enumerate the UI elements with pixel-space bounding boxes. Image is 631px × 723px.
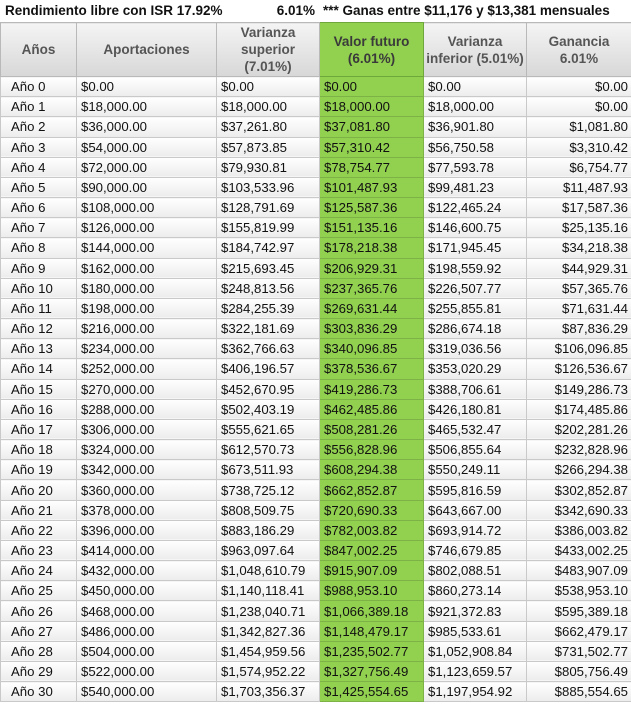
valor-futuro-cell[interactable]: $1,148,479.17 <box>320 621 424 641</box>
year-cell[interactable]: Año 2 <box>1 117 77 137</box>
table-row <box>1 500 631 520</box>
varianza-inferior-cell[interactable]: $746,679.85 <box>424 540 527 560</box>
valor-futuro-cell[interactable]: $720,690.33 <box>320 500 424 520</box>
year-cell[interactable]: Año 28 <box>1 641 77 661</box>
aportaciones-cell[interactable]: $396,000.00 <box>77 520 217 540</box>
aportaciones-cell[interactable]: $432,000.00 <box>77 561 217 581</box>
varianza-superior-cell[interactable]: $502,403.19 <box>217 399 320 419</box>
varianza-inferior-cell[interactable]: $36,901.80 <box>424 117 527 137</box>
header-row <box>1 23 631 77</box>
year-cell[interactable]: Año 27 <box>1 621 77 641</box>
aportaciones-cell[interactable]: $54,000.00 <box>77 137 217 157</box>
table-row <box>1 77 631 97</box>
table-row <box>1 661 631 681</box>
varianza-inferior-cell[interactable]: $388,706.61 <box>424 379 527 399</box>
table-row <box>1 117 631 137</box>
summary-note[interactable]: *** Ganas entre $11,176 y $13,381 mensuales <box>323 3 610 18</box>
table-row <box>1 379 631 399</box>
valor-futuro-cell[interactable]: $419,286.73 <box>320 379 424 399</box>
year-cell[interactable]: Año 22 <box>1 520 77 540</box>
varianza-inferior-cell[interactable]: $802,088.51 <box>424 561 527 581</box>
header-anos[interactable]: Años <box>1 23 77 77</box>
valor-futuro-cell[interactable]: $125,587.36 <box>320 198 424 218</box>
year-cell[interactable]: Año 19 <box>1 460 77 480</box>
varianza-inferior-cell[interactable]: $255,855.81 <box>424 298 527 318</box>
varianza-inferior-cell[interactable]: $506,855.64 <box>424 440 527 460</box>
valor-futuro-cell[interactable]: $237,365.76 <box>320 278 424 298</box>
valor-futuro-cell[interactable]: $206,929.31 <box>320 258 424 278</box>
year-cell[interactable]: Año 30 <box>1 682 77 702</box>
header-varianza-inferior[interactable]: Varianza inferior (5.01%) <box>424 23 527 77</box>
varianza-superior-cell[interactable]: $184,742.97 <box>217 238 320 258</box>
ganancia-cell[interactable]: $232,828.96 <box>527 440 631 460</box>
year-cell[interactable]: Año 9 <box>1 258 77 278</box>
aportaciones-cell[interactable]: $0.00 <box>77 77 217 97</box>
table-row <box>1 359 631 379</box>
year-cell[interactable]: Año 17 <box>1 419 77 439</box>
varianza-inferior-cell[interactable]: $77,593.78 <box>424 157 527 177</box>
table-row <box>1 339 631 359</box>
varianza-inferior-cell[interactable]: $465,532.47 <box>424 419 527 439</box>
table-row <box>1 238 631 258</box>
year-cell[interactable]: Año 21 <box>1 500 77 520</box>
varianza-superior-cell[interactable]: $1,048,610.79 <box>217 561 320 581</box>
table-row <box>1 561 631 581</box>
varianza-inferior-cell[interactable]: $18,000.00 <box>424 97 527 117</box>
aportaciones-cell[interactable]: $72,000.00 <box>77 157 217 177</box>
header-varianza-superior[interactable]: Varianza superior (7.01%) <box>217 23 320 77</box>
year-cell[interactable]: Año 18 <box>1 440 77 460</box>
varianza-superior-cell[interactable]: $37,261.80 <box>217 117 320 137</box>
year-cell[interactable]: Año 12 <box>1 319 77 339</box>
varianza-superior-cell[interactable]: $808,509.75 <box>217 500 320 520</box>
table-row <box>1 319 631 339</box>
year-cell[interactable]: Año 24 <box>1 561 77 581</box>
valor-futuro-cell[interactable]: $303,836.29 <box>320 319 424 339</box>
varianza-superior-cell[interactable]: $18,000.00 <box>217 97 320 117</box>
varianza-inferior-cell[interactable]: $426,180.81 <box>424 399 527 419</box>
aportaciones-cell[interactable]: $216,000.00 <box>77 319 217 339</box>
valor-futuro-cell[interactable]: $178,218.38 <box>320 238 424 258</box>
ganancia-cell[interactable]: $805,756.49 <box>527 661 631 681</box>
ganancia-cell[interactable]: $25,135.16 <box>527 218 631 238</box>
valor-futuro-cell[interactable]: $1,327,756.49 <box>320 661 424 681</box>
varianza-inferior-cell[interactable]: $319,036.56 <box>424 339 527 359</box>
varianza-superior-cell[interactable]: $0.00 <box>217 77 320 97</box>
varianza-inferior-cell[interactable]: $550,249.11 <box>424 460 527 480</box>
valor-futuro-cell[interactable]: $462,485.86 <box>320 399 424 419</box>
table-row <box>1 520 631 540</box>
table-row <box>1 298 631 318</box>
header-valor-futuro[interactable]: Valor futuro (6.01%) <box>320 23 424 77</box>
valor-futuro-cell[interactable]: $915,907.09 <box>320 561 424 581</box>
aportaciones-cell[interactable]: $90,000.00 <box>77 177 217 197</box>
varianza-superior-cell[interactable]: $1,140,118.41 <box>217 581 320 601</box>
year-cell[interactable]: Año 25 <box>1 581 77 601</box>
aportaciones-cell[interactable]: $270,000.00 <box>77 379 217 399</box>
table-row <box>1 621 631 641</box>
varianza-inferior-cell[interactable]: $286,674.18 <box>424 319 527 339</box>
table-row <box>1 278 631 298</box>
ganancia-cell[interactable]: $149,286.73 <box>527 379 631 399</box>
varianza-superior-cell[interactable]: $452,670.95 <box>217 379 320 399</box>
ganancia-cell[interactable]: $126,536.67 <box>527 359 631 379</box>
year-cell[interactable]: Año 26 <box>1 601 77 621</box>
table-row <box>1 682 631 702</box>
table-row <box>1 258 631 278</box>
ganancia-cell[interactable]: $595,389.18 <box>527 601 631 621</box>
year-cell[interactable]: Año 15 <box>1 379 77 399</box>
varianza-superior-cell[interactable]: $128,791.69 <box>217 198 320 218</box>
table-row <box>1 399 631 419</box>
ganancia-cell[interactable]: $731,502.77 <box>527 641 631 661</box>
varianza-superior-cell[interactable]: $555,621.65 <box>217 419 320 439</box>
ganancia-cell[interactable]: $44,929.31 <box>527 258 631 278</box>
header-aportaciones[interactable]: Aportaciones <box>77 23 217 77</box>
varianza-superior-cell[interactable]: $248,813.56 <box>217 278 320 298</box>
aportaciones-cell[interactable]: $306,000.00 <box>77 419 217 439</box>
year-cell[interactable]: Año 23 <box>1 540 77 560</box>
aportaciones-cell[interactable]: $414,000.00 <box>77 540 217 560</box>
aportaciones-cell[interactable]: $18,000.00 <box>77 97 217 117</box>
ganancia-cell[interactable]: $885,554.65 <box>527 682 631 702</box>
varianza-inferior-cell[interactable]: $1,123,659.57 <box>424 661 527 681</box>
table-row <box>1 419 631 439</box>
year-cell[interactable]: Año 11 <box>1 298 77 318</box>
varianza-inferior-cell[interactable]: $985,533.61 <box>424 621 527 641</box>
varianza-inferior-cell[interactable]: $56,750.58 <box>424 137 527 157</box>
valor-futuro-cell[interactable]: $556,828.96 <box>320 440 424 460</box>
year-cell[interactable]: Año 8 <box>1 238 77 258</box>
varianza-superior-cell[interactable]: $322,181.69 <box>217 319 320 339</box>
varianza-inferior-cell[interactable]: $0.00 <box>424 77 527 97</box>
valor-futuro-cell[interactable]: $340,096.85 <box>320 339 424 359</box>
aportaciones-cell[interactable]: $108,000.00 <box>77 198 217 218</box>
ganancia-cell[interactable]: $34,218.38 <box>527 238 631 258</box>
varianza-inferior-cell[interactable]: $860,273.14 <box>424 581 527 601</box>
table-row <box>1 177 631 197</box>
year-cell[interactable]: Año 20 <box>1 480 77 500</box>
aportaciones-cell[interactable]: $450,000.00 <box>77 581 217 601</box>
table-row <box>1 218 631 238</box>
valor-futuro-cell[interactable]: $269,631.44 <box>320 298 424 318</box>
header-ganancia[interactable]: Ganancia 6.01% <box>527 23 631 77</box>
ganancia-cell[interactable]: $342,690.33 <box>527 500 631 520</box>
valor-futuro-cell[interactable]: $1,235,502.77 <box>320 641 424 661</box>
varianza-superior-cell[interactable]: $79,930.81 <box>217 157 320 177</box>
valor-futuro-cell[interactable]: $78,754.77 <box>320 157 424 177</box>
aportaciones-cell[interactable]: $360,000.00 <box>77 480 217 500</box>
year-cell[interactable]: Año 4 <box>1 157 77 177</box>
table-row <box>1 641 631 661</box>
year-cell[interactable]: Año 5 <box>1 177 77 197</box>
varianza-superior-cell[interactable]: $57,873.85 <box>217 137 320 157</box>
aportaciones-cell[interactable]: $234,000.00 <box>77 339 217 359</box>
varianza-superior-cell[interactable]: $362,766.63 <box>217 339 320 359</box>
table-row <box>1 480 631 500</box>
ganancia-cell[interactable]: $1,081.80 <box>527 117 631 137</box>
valor-futuro-cell[interactable]: $1,425,554.65 <box>320 682 424 702</box>
year-cell[interactable]: Año 3 <box>1 137 77 157</box>
valor-futuro-cell[interactable]: $847,002.25 <box>320 540 424 560</box>
varianza-superior-cell[interactable]: $1,574,952.22 <box>217 661 320 681</box>
year-cell[interactable]: Año 0 <box>1 77 77 97</box>
varianza-inferior-cell[interactable]: $921,372.83 <box>424 601 527 621</box>
varianza-inferior-cell[interactable]: $353,020.29 <box>424 359 527 379</box>
aportaciones-cell[interactable]: $180,000.00 <box>77 278 217 298</box>
varianza-inferior-cell[interactable]: $146,600.75 <box>424 218 527 238</box>
aportaciones-cell[interactable]: $468,000.00 <box>77 601 217 621</box>
aportaciones-cell[interactable]: $36,000.00 <box>77 117 217 137</box>
aportaciones-cell[interactable]: $324,000.00 <box>77 440 217 460</box>
aportaciones-cell[interactable]: $504,000.00 <box>77 641 217 661</box>
table-row <box>1 601 631 621</box>
varianza-inferior-cell[interactable]: $643,667.00 <box>424 500 527 520</box>
ganancia-cell[interactable]: $11,487.93 <box>527 177 631 197</box>
table-row <box>1 460 631 480</box>
varianza-inferior-cell[interactable]: $693,914.72 <box>424 520 527 540</box>
table-row <box>1 581 631 601</box>
ganancia-cell[interactable]: $3,310.42 <box>527 137 631 157</box>
ganancia-cell[interactable]: $6,754.77 <box>527 157 631 177</box>
table-row <box>1 198 631 218</box>
aportaciones-cell[interactable]: $198,000.00 <box>77 298 217 318</box>
varianza-superior-cell[interactable]: $1,703,356.37 <box>217 682 320 702</box>
ganancia-cell[interactable]: $0.00 <box>527 77 631 97</box>
year-cell[interactable]: Año 16 <box>1 399 77 419</box>
valor-futuro-cell[interactable]: $608,294.38 <box>320 460 424 480</box>
year-cell[interactable]: Año 14 <box>1 359 77 379</box>
valor-futuro-cell[interactable]: $18,000.00 <box>320 97 424 117</box>
varianza-inferior-cell[interactable]: $198,559.92 <box>424 258 527 278</box>
varianza-inferior-cell[interactable]: $122,465.24 <box>424 198 527 218</box>
projection-table <box>0 22 631 702</box>
table-body <box>1 77 631 702</box>
varianza-inferior-cell[interactable]: $1,197,954.92 <box>424 682 527 702</box>
aportaciones-cell[interactable]: $342,000.00 <box>77 460 217 480</box>
varianza-inferior-cell[interactable]: $595,816.59 <box>424 480 527 500</box>
aportaciones-cell[interactable]: $252,000.00 <box>77 359 217 379</box>
ganancia-cell[interactable]: $202,281.26 <box>527 419 631 439</box>
ganancia-cell[interactable]: $483,907.09 <box>527 561 631 581</box>
varianza-superior-cell[interactable]: $215,693.45 <box>217 258 320 278</box>
varianza-superior-cell[interactable]: $1,342,827.36 <box>217 621 320 641</box>
summary-title[interactable]: Rendimiento libre con ISR 17.92% <box>5 3 223 18</box>
varianza-inferior-cell[interactable]: $171,945.45 <box>424 238 527 258</box>
year-cell[interactable]: Año 10 <box>1 278 77 298</box>
aportaciones-cell[interactable]: $486,000.00 <box>77 621 217 641</box>
ganancia-cell[interactable]: $302,852.87 <box>527 480 631 500</box>
varianza-inferior-cell[interactable]: $1,052,908.84 <box>424 641 527 661</box>
valor-futuro-cell[interactable]: $1,066,389.18 <box>320 601 424 621</box>
aportaciones-cell[interactable]: $522,000.00 <box>77 661 217 681</box>
varianza-superior-cell[interactable]: $612,570.73 <box>217 440 320 460</box>
varianza-superior-cell[interactable]: $738,725.12 <box>217 480 320 500</box>
table-row <box>1 157 631 177</box>
summary-rate[interactable]: 6.01% <box>276 3 315 18</box>
summary-bar <box>0 0 631 22</box>
year-cell[interactable]: Año 29 <box>1 661 77 681</box>
varianza-superior-cell[interactable]: $103,533.96 <box>217 177 320 197</box>
ganancia-cell[interactable]: $71,631.44 <box>527 298 631 318</box>
aportaciones-cell[interactable]: $378,000.00 <box>77 500 217 520</box>
valor-futuro-cell[interactable]: $662,852.87 <box>320 480 424 500</box>
valor-futuro-cell[interactable]: $101,487.93 <box>320 177 424 197</box>
year-cell[interactable]: Año 7 <box>1 218 77 238</box>
ganancia-cell[interactable]: $17,587.36 <box>527 198 631 218</box>
varianza-superior-cell[interactable]: $1,238,040.71 <box>217 601 320 621</box>
valor-futuro-cell[interactable]: $782,003.82 <box>320 520 424 540</box>
varianza-superior-cell[interactable]: $406,196.57 <box>217 359 320 379</box>
varianza-superior-cell[interactable]: $155,819.99 <box>217 218 320 238</box>
year-cell[interactable]: Año 1 <box>1 97 77 117</box>
table-row <box>1 97 631 117</box>
ganancia-cell[interactable]: $174,485.86 <box>527 399 631 419</box>
varianza-superior-cell[interactable]: $883,186.29 <box>217 520 320 540</box>
table-row <box>1 137 631 157</box>
ganancia-cell[interactable]: $57,365.76 <box>527 278 631 298</box>
valor-futuro-cell[interactable]: $151,135.16 <box>320 218 424 238</box>
aportaciones-cell[interactable]: $288,000.00 <box>77 399 217 419</box>
valor-futuro-cell[interactable]: $508,281.26 <box>320 419 424 439</box>
varianza-superior-cell[interactable]: $284,255.39 <box>217 298 320 318</box>
table-row <box>1 440 631 460</box>
aportaciones-cell[interactable]: $126,000.00 <box>77 218 217 238</box>
valor-futuro-cell[interactable]: $378,536.67 <box>320 359 424 379</box>
table-row <box>1 540 631 560</box>
aportaciones-cell[interactable]: $162,000.00 <box>77 258 217 278</box>
aportaciones-cell[interactable]: $144,000.00 <box>77 238 217 258</box>
varianza-superior-cell[interactable]: $963,097.64 <box>217 540 320 560</box>
valor-futuro-cell[interactable]: $57,310.42 <box>320 137 424 157</box>
ganancia-cell[interactable]: $433,002.25 <box>527 540 631 560</box>
valor-futuro-cell[interactable]: $0.00 <box>320 77 424 97</box>
ganancia-cell[interactable]: $266,294.38 <box>527 460 631 480</box>
ganancia-cell[interactable]: $106,096.85 <box>527 339 631 359</box>
aportaciones-cell[interactable]: $540,000.00 <box>77 682 217 702</box>
varianza-inferior-cell[interactable]: $99,481.23 <box>424 177 527 197</box>
varianza-inferior-cell[interactable]: $226,507.77 <box>424 278 527 298</box>
year-cell[interactable]: Año 13 <box>1 339 77 359</box>
valor-futuro-cell[interactable]: $37,081.80 <box>320 117 424 137</box>
ganancia-cell[interactable]: $386,003.82 <box>527 520 631 540</box>
ganancia-cell[interactable]: $538,953.10 <box>527 581 631 601</box>
varianza-superior-cell[interactable]: $1,454,959.56 <box>217 641 320 661</box>
varianza-superior-cell[interactable]: $673,511.93 <box>217 460 320 480</box>
valor-futuro-cell[interactable]: $988,953.10 <box>320 581 424 601</box>
ganancia-cell[interactable]: $0.00 <box>527 97 631 117</box>
ganancia-cell[interactable]: $87,836.29 <box>527 319 631 339</box>
ganancia-cell[interactable]: $662,479.17 <box>527 621 631 641</box>
year-cell[interactable]: Año 6 <box>1 198 77 218</box>
